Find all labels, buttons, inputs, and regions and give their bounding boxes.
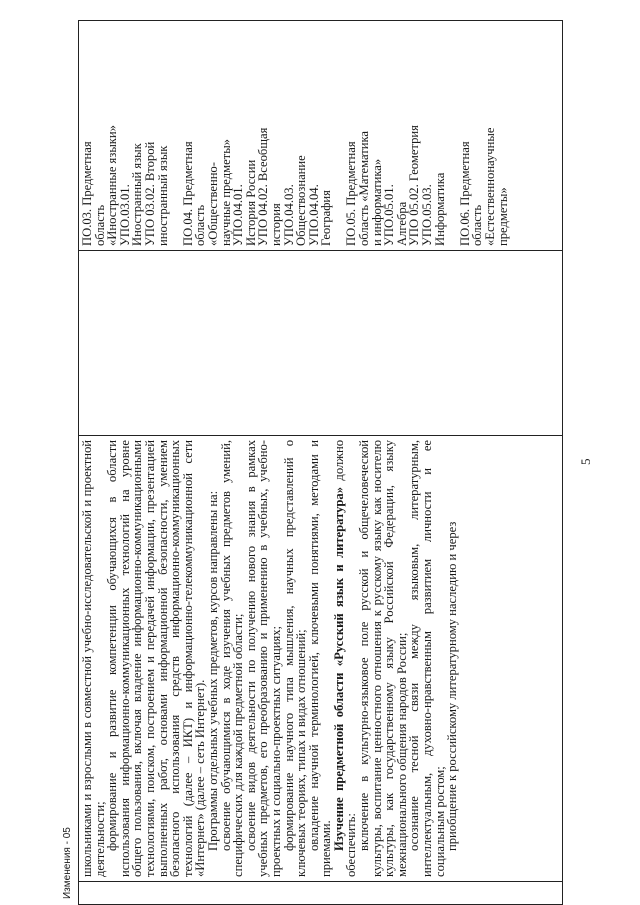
table-row xyxy=(79,21,563,905)
subject-line: История России xyxy=(243,159,258,246)
subject-line: УПО.04.01. xyxy=(231,184,246,246)
subject-line: область xyxy=(92,204,107,246)
subject-line: Информатика xyxy=(432,172,447,246)
subject-line: предметы» xyxy=(495,187,510,246)
subject-line: история xyxy=(268,203,283,246)
paragraph: включение в культурно-языковое поле русской и общечеловеческой культуры, воспитание ценностного отношения к русскому языку как носителю культуры, как государственному языку Российской Федерации, языку межнационального общения народов России; xyxy=(357,440,409,877)
subject-line: УПО.04.03. xyxy=(281,184,296,246)
subject-line: область xyxy=(470,204,485,246)
paragraph: освоение видов деятельности по получению нового знания в рамках учебных предметов, его преобразованию и применению в учебных, учебно-проектных и социально-проектных ситуациях; xyxy=(243,440,283,877)
subject-line: Обществознание xyxy=(294,155,309,246)
paragraph: освоение обучающимися в ходе изучения учебных предметов умений, специфических для каждой предметной области; xyxy=(218,440,246,877)
subject-list-cell xyxy=(79,21,563,251)
empty-cell-left xyxy=(79,882,563,905)
subject-line: УПО.05.03. xyxy=(420,184,435,246)
subject-line: УПО.05.01. xyxy=(382,184,397,246)
paragraph: овладение научной терминологией, ключевыми понятиями, методами и приемами. xyxy=(306,440,334,877)
subject-line: УПО.04.04. xyxy=(306,184,321,246)
subject-line: область xyxy=(193,204,208,246)
subject-line: «Общественно- xyxy=(205,162,220,246)
subject-line: УПО 05.02. Геометрия xyxy=(407,125,422,246)
subject-line: область «Математика xyxy=(357,130,372,246)
paragraph: формирование научного типа мышления, научных представлений о ключевых теориях, типах и видах отношений; xyxy=(281,440,309,877)
subject-line: и информатика» xyxy=(369,158,384,246)
description-cell xyxy=(79,436,563,882)
subject-line: ПО.06. Предметная xyxy=(457,141,472,246)
page-number: 5 xyxy=(578,458,593,465)
subject-line: Иностранный язык xyxy=(130,143,145,246)
subject-line: «Иностранные языки» xyxy=(105,125,120,246)
empty-cell-middle xyxy=(79,251,563,436)
subject-line: ПО.05. Предметная xyxy=(344,141,359,246)
paragraph: осознание тесной связи между языковым, литературным, интеллектуальным, духовно-нравственным развитием личности и ее социальным ростом; xyxy=(407,440,447,877)
subject-line: УПО 03.02. Второй xyxy=(142,141,157,246)
content-table xyxy=(78,20,563,905)
subject-line: «Естественнонаучные xyxy=(483,127,497,246)
paragraph-tail: должно обеспечить: xyxy=(331,440,359,877)
subject-line: География xyxy=(319,190,334,246)
paragraph: формирование и развитие компетенции обучающихся в области использования информационно-коммуникационных технологий на уровне общего пользования, включая владение информационно-коммуникационными технологиями, поиском, построением и передачей информации, презентацией выполненных работ, основами информационной безопасности, умением безопасного использования средств информационно-коммуникационных технологий (далее – ИКТ) и информационно-телекоммуникационной сети «Интернет» (далее – сеть Интернет). xyxy=(105,440,208,877)
bold-heading: Изучение предметной области «Русский язык и литература» xyxy=(331,486,346,851)
subject-line: УПО.03.01. xyxy=(117,184,132,246)
subject-line: иностранный язык xyxy=(155,145,170,246)
subject-line: Алгебра xyxy=(394,201,409,246)
subject-line: ПО.03. Предметная xyxy=(80,141,94,246)
paragraph xyxy=(333,440,358,877)
paragraph: приобщение к российскому литературному наследию и через xyxy=(445,521,460,851)
subject-line: ПО.04. Предметная xyxy=(180,141,195,246)
paragraph: школьниками и взрослыми в совместной учебно-исследовательской и проектной деятельности; xyxy=(80,440,107,877)
paragraph: Программы отдельных учебных предметов, курсов направлены на: xyxy=(205,490,220,851)
revision-note: Изменения - 05 xyxy=(62,827,73,899)
subject-line: научные предметы» xyxy=(218,139,233,246)
subject-line: УПО 04.02. Всеобщая xyxy=(256,127,271,246)
